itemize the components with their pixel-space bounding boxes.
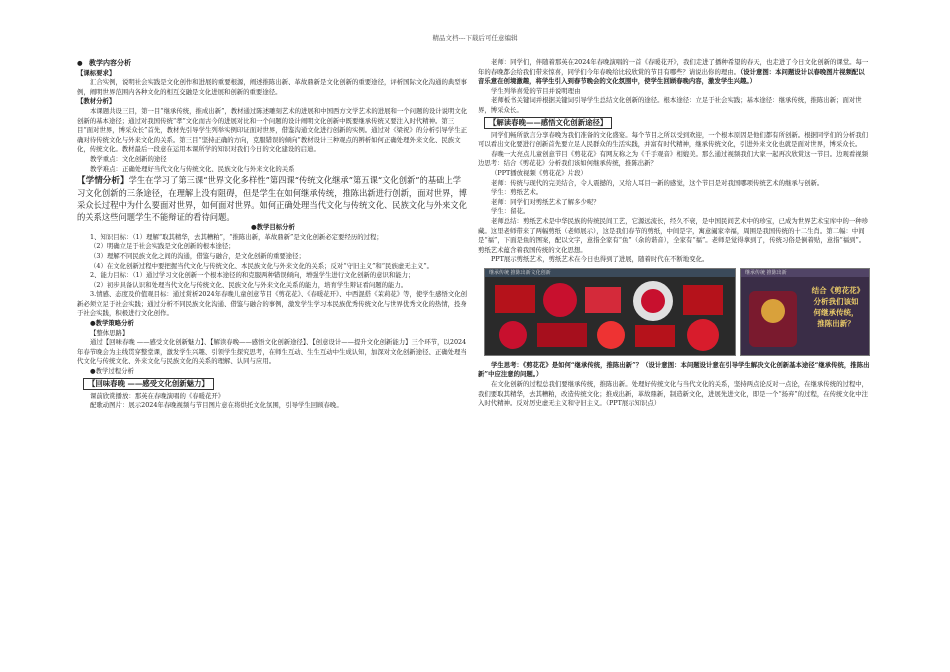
xueqing-heading: 【学情分析】 [77, 176, 129, 187]
papercut-slide-image [484, 268, 736, 356]
goal-item: （4）在文化创新过程中要把握当代文化与传统文化、本民族文化与外来文化的关系；反对“守旧主义”和“民族虚无主义”。 [90, 261, 434, 270]
teacher-question: 老师：同学们，伴随着那英在2024年春晚演唱的一首《春暖花开》，我们走进了播种希望的春天，也走进了今日文化创新的课堂。每一年的春晚都会给我们带来惊喜，同学们今年春晚给比较欣赏的节目有哪些？请说出你的理由。（设计意图：本问题设计以春晚图片视频配以音乐意在创境激趣，将学生引入到春节晚会的文化氛围中，使学生回顾春晚内容，激发学生兴趣。） [478, 58, 869, 86]
difficulty: 教学难点：正确处理好当代文化与传统文化、民族文化与外来文化的关系 [90, 164, 295, 173]
paragraph: PPT展示剪纸艺术，剪纸艺术在今日也得到了进展，随着时代在不断地变化。 [491, 255, 709, 264]
right-column [478, 58, 870, 409]
goal-item: 1、知识目标：（1）理解“取其精华，去其糟粕”，“推陈出新，革故鼎新”是文化创新必定要经历的过程； [90, 232, 383, 241]
paragraph: 老师总结：剪纸艺术是中华民族的传统民间工艺，它源远流长，经久不衰，是中国民间艺术中的珍宝，已成为世界艺术宝库中的一种珍藏。这里老师带来了两幅剪纸（老师展示），这是我们春节的剪纸，中间是字，寓意阖家幸福，周围是我国传统的十二生肖。第二幅：中间是“福”，下面是鱼的图案，配以文字，意指全家有“鱼”（余的谐音），全家有“福”。老师是觉得拿到了，传统习俗是倒着贴，意指“福到”。剪纸艺术蕴含着我国传统的文化思想。 [478, 216, 869, 254]
jiaocai-heading: 【教材分析】 [77, 97, 116, 106]
overall-heading: 【整体思路】 [90, 328, 129, 337]
goal-item: （2）明确立足于社会实践是文化创新的根本途径； [90, 242, 235, 251]
kebiao-text: 汇合实例，说明社会实践是文化创作和进展的重要根源，阐述推陈出新、革故鼎新是文化创新的重要途径，评析国际文化沟通的典型事例，阐明世界范围内各种文化的相互交融是文化进展和创新的重要途径。 [77, 78, 468, 96]
goals-title: ●教学目标分析 [251, 223, 295, 232]
strategy-title: ●教学策略分析 [90, 319, 134, 328]
paragraph: 同学们畅所欲言分享春晚为我们准备的文化盛宴。每个节目之所以受到欢迎，一个根本原因是他们都有所创新。根据同学们的分析我们可以看出文化要进行创新首先要立足人民群众的生活实践，并富有时代精神，继承传统文化，引进外来文化也就是面对世界，博采众长。 [478, 130, 869, 149]
section-box-heading: 【解读春晚——感悟文化创新途径】 [484, 117, 612, 129]
paragraph: 学生：留花。 [491, 207, 530, 216]
student-thinking: 学生思考：《剪花花》是如何“继承传统，推陈出新”？（设计意图：本问题设计意在引导学生解决文化创新基本途径“继承传统，推陈出新”中应注意的问题。） [478, 360, 870, 379]
goal-item: 3.情感、态度及价值观目标：通过赏析2024年春晚儿童创意节目《剪花花》、《春暖花开》、中西混搭《茉莉花》等，使学生感悟文化创新必须立足于社会实践；通过分析不同民族文化沟通、借鉴与融合的事例，激发学生学习本民族优秀传统文化与世界优秀文化的热情，投身于社会实践，积极进行文化创作。 [77, 290, 468, 318]
paragraph: 在文化创新的过程总我们要继承传统，推陈出新。处理好传统文化与当代文化的关系，坚持两点论反对一点论，在继承传统的过程中，我们要取其精华，去其糟粕，改造传统文化；推成出新，革故鼎新，制造新文化，进展先进文化，即是一个“扬弃”的过程，在传统文化中注入时代精神。反对厉史虚无主义和守旧主义。（PPT展示知识点） [478, 380, 869, 408]
slide-question-text: 结合《剪花花》分析我们该如何继承传统，推陈出新？ [811, 285, 861, 328]
teacher-summary: 老师板书关键词并根据关键词引导学生总结文化创新的途径。根本途径：立足于社会实践；基本途径：继承传统，推陈出新；面对世界，博采众长。 [478, 96, 862, 114]
classroom-intro: 配歌动图片：展示2024年春晚视频与节目图片意在将烘托文化氛围，引导学生回顾春晚。 [90, 401, 343, 410]
kebiao-heading: 【课标要求】 [77, 68, 116, 77]
student-response: 学生列举喜爱的节目并说明理由 [491, 86, 581, 95]
question-slide-image [740, 268, 870, 356]
course-intro: 课前欣赏播放：那英在春晚演唱的《春暖花开》 [90, 391, 225, 400]
paragraph: 老师：同学们对剪纸艺术了解多少呢？ [491, 197, 600, 206]
xueqing-text: 学生在学习了第三课“世界文化多样性”第四课“传统文化继承”第五课“文化创新”的基础上学习文化创新的三条途径，在理解上没有阻碍，但是学生在如何继承传统，推陈出新进行创新，面对世界，博采众长过程中为什么要面对世界，如何面对世界。如何正确处理当代文化与传统文化、民族文化与外来文化的关系这些问题学生不能辩证的看待问题。 [77, 175, 467, 223]
goal-item: （3）理解不同民族文化之间的沟通，借鉴与融合，是文化创新的重要途径； [90, 251, 305, 260]
process-title: ●教学过程分析 [90, 367, 134, 376]
slide-images [478, 268, 870, 356]
xueqing-para [77, 174, 469, 223]
paragraph: 老师：传统与现代的完美结合，令人震撼的，又给人耳目一新的感觉，这个节目是对我国哪项传统艺术的继承与创新。 [491, 178, 824, 187]
section-box-heading: 【回味春晚 ——感受文化创新魅力】 [83, 378, 214, 390]
papercut-figure [761, 299, 785, 323]
slide-title-band: 继承传统 推陈出新 [741, 269, 869, 277]
section-title: ● 教学内容分析 [77, 58, 131, 67]
goal-item: （2）初步具备认识和处理当代文化与传统文化、民族文化与外来文化关系的能力，培育学生辩证看问题的能力。 [90, 280, 408, 289]
jiaocai-text: 本课题共设三目，第一目“继承传统，推成出新”，教材通过陈述雕刻艺术的进展和中国西方文学艺术的进展和一个问题的设计说明文化创新的基本途径；通过对我国传统“孝”文化而古今的进展对比和一个问题的设计阐明文化创新中既要继承传统又要注入时代精神。第三目“面对世界，博采众长”首先，教材先引导学生列举实例印证面对世界，借鉴沟通文化进行创新的实例。通过对《梁祝》的分析引导学生正确对待传统文化与外来文化的关系。第三目“坚持正确的方向，克服错误的倾向”教材设计三种观点的辨析如何正确处理外来文化、民族文化，传统文化。教材最后一段意在运用本课所学的知识对我们今日的文化建设的启迪。 [77, 106, 468, 154]
left-column [77, 58, 469, 411]
paragraph: 学生：剪纸艺术。 [491, 188, 543, 197]
paragraph: （PPT播放视频《剪花花》片段） [491, 168, 587, 177]
page-header: 精品文档---下载后可任意编辑 [432, 34, 518, 42]
slide-title-band: 继承传统 推陈出新文化创新 [485, 269, 735, 277]
overall-text: 通过【回味春晚 ——感受文化创新魅力】、【解读春晚——感悟文化创新途径】、【创意设计——提升文化创新能力】三个环节，以2024年春节晚会为主线贯穿整堂课，激发学生兴趣、引领学生探究思考，在师生互动、生生互动中生成认知，加深对文化创新途径、正确处理当代文化与传统文化、外来文化与民族文化的关系的理解、认同与应用。 [77, 338, 467, 366]
key-point: 教学重点：文化创新的途径 [90, 154, 167, 163]
paragraph: 春晚一大亮点儿童创意节目《剪花花》有网友称之为《千手观音》相媲美。那么通过视频我们大家一起再次欣赏这一节目。边观看视频边思考：结合《剪花花》分析我们该如何继承传统，推陈出新？ [478, 149, 869, 168]
goal-item: 2、能力目标：（1）通过学习文化创新一个根本途径的和克服两种错误倾向，增强学生进行文化创新的意识和能力； [90, 271, 415, 280]
